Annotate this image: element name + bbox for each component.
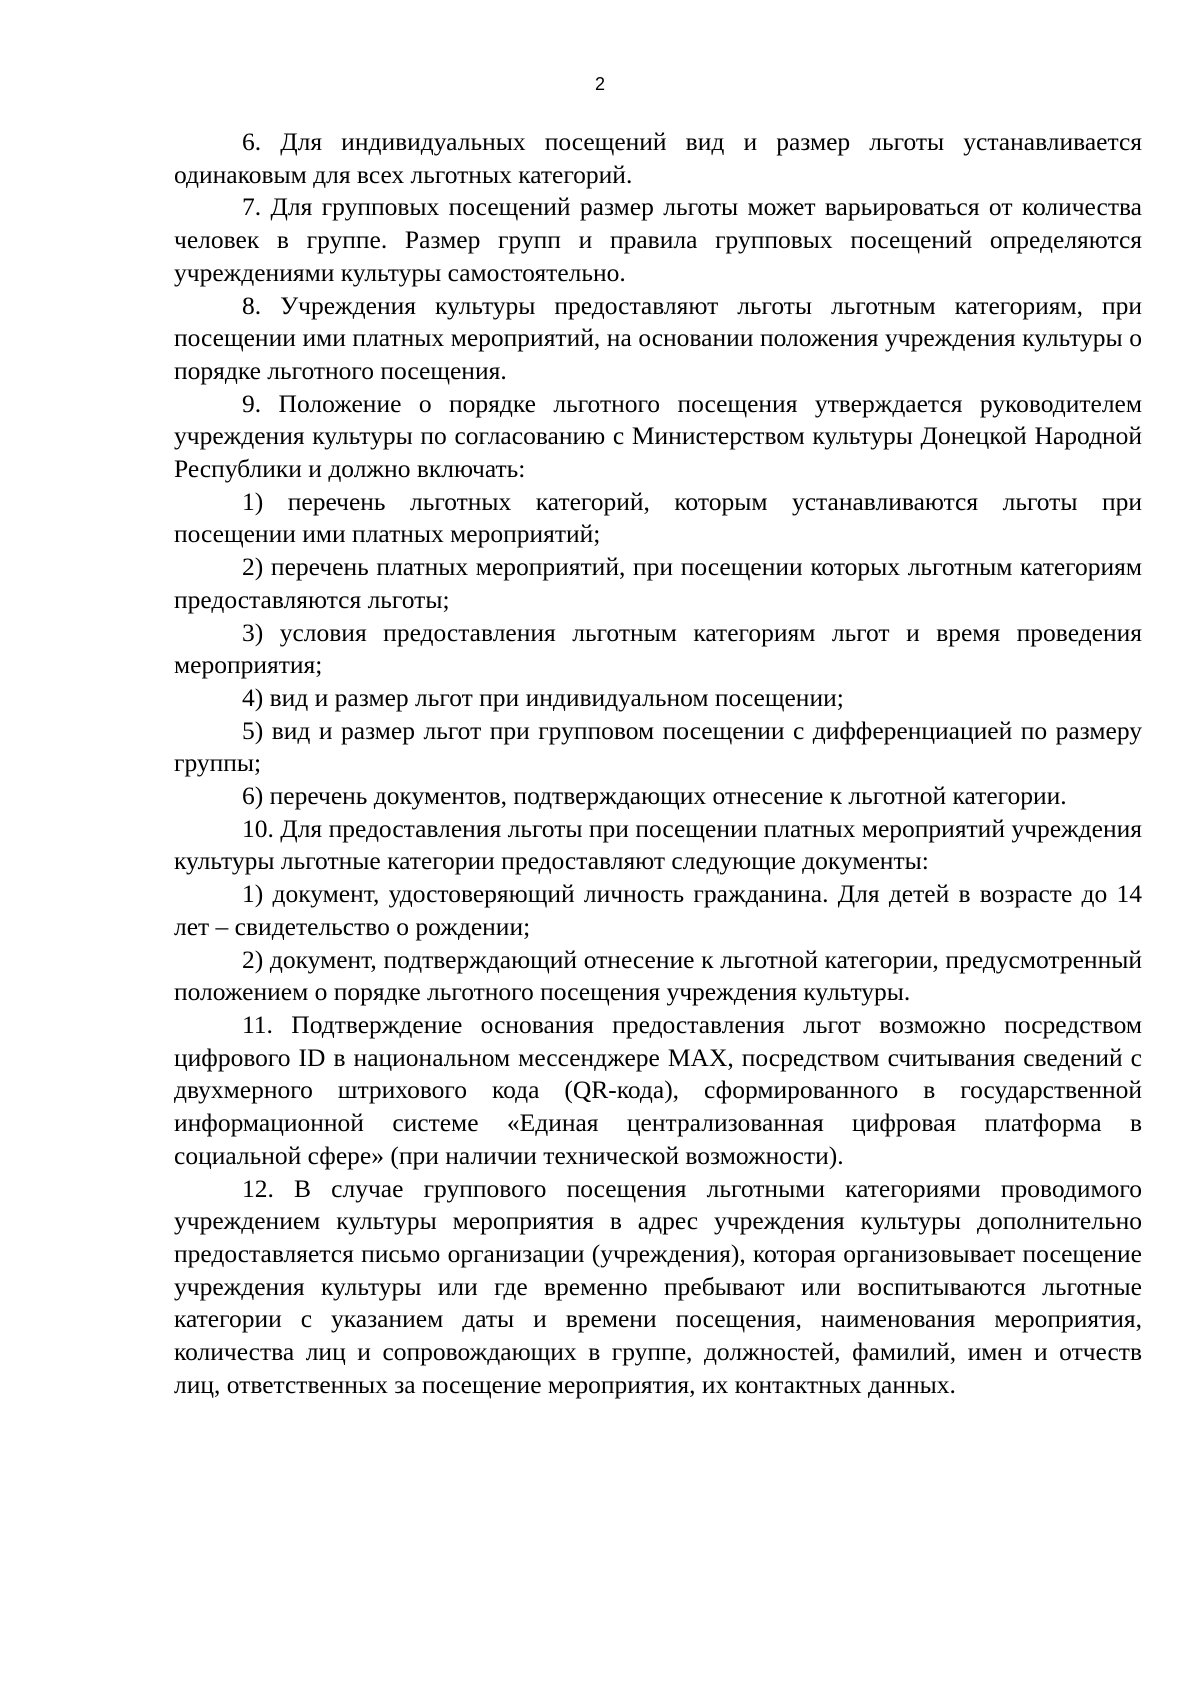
subitem-9-3: 3) условия предоставления льготным категориям льгот и время проведения мероприятия;: [174, 617, 1142, 680]
page-number: 2: [594, 74, 605, 94]
paragraph-item-7: 7. Для групповых посещений размер льготы может варьироваться от количества человек в группе. Размер групп и правила групповых посещений определяются учреждениями культуры самостоятельно.: [174, 192, 1142, 287]
paragraph-item-11: 11. Подтверждение основания предоставления льгот возможно посредством цифрового ID в национальном мессенджере MAX, посредством считывания сведений с двухмерного штрихового кода (QR-кода), сформированного в государственной информационной системе «Единая централизованная цифровая платформа в социальной сфере» (при наличии технической возможности).: [174, 1009, 1142, 1170]
paragraph-item-12: 12. В случае группового посещения льготными категориями проводимого учреждением культуры мероприятия в адрес учреждения культуры дополнительно предоставляется письмо организации (учреждения), которая организовывает посещение учреждения культуры или где временно пребывают или воспитываются льготные категории с указанием даты и времени посещения, наименования мероприятия, количества лиц и сопровождающих в группе, должностей, фамилий, имен и отчеств лиц, ответственных за посещение мероприятия, их контактных данных.: [174, 1173, 1142, 1399]
subitem-9-4: 4) вид и размер льгот при индивидуальном посещении;: [242, 682, 844, 712]
paragraph-item-6: 6. Для индивидуальных посещений вид и размер льготы устанавливается одинаковым для всех льготных категорий.: [174, 127, 1142, 189]
subitem-9-1: 1) перечень льготных категорий, которым устанавливаются льготы при посещении ими платных мероприятий;: [174, 486, 1142, 549]
subitem-9-5: 5) вид и размер льгот при групповом посещении с дифференциацией по размеру группы;: [174, 715, 1142, 778]
paragraph-item-10: 10. Для предоставления льготы при посещении платных мероприятий учреждения культуры льготные категории предоставляют следующие документы:: [174, 813, 1142, 876]
paragraph-item-8: 8. Учреждения культуры предоставляют льготы льготным категориям, при посещении ими платных мероприятий, на основании положения учреждения культуры о порядке льготного посещения.: [174, 290, 1142, 385]
subitem-10-2: 2) документ, подтверждающий отнесение к льготной категории, предусмотренный положением о порядке льготного посещения учреждения культуры.: [174, 944, 1142, 1007]
document-body: [174, 126, 1142, 1401]
subitem-10-1: 1) документ, удостоверяющий личность гражданина. Для детей в возрасте до 14 лет – свидетельство о рождении;: [174, 879, 1142, 941]
subitem-9-2: 2) перечень платных мероприятий, при посещении которых льготным категориям предоставляются льготы;: [174, 552, 1142, 614]
paragraph-item-9: 9. Положение о порядке льготного посещения утверждается руководителем учреждения культуры по согласованию с Министерством культуры Донецкой Народной Республики и должно включать:: [174, 388, 1142, 484]
subitem-9-6: 6) перечень документов, подтверждающих отнесение к льготной категории.: [242, 781, 1067, 811]
